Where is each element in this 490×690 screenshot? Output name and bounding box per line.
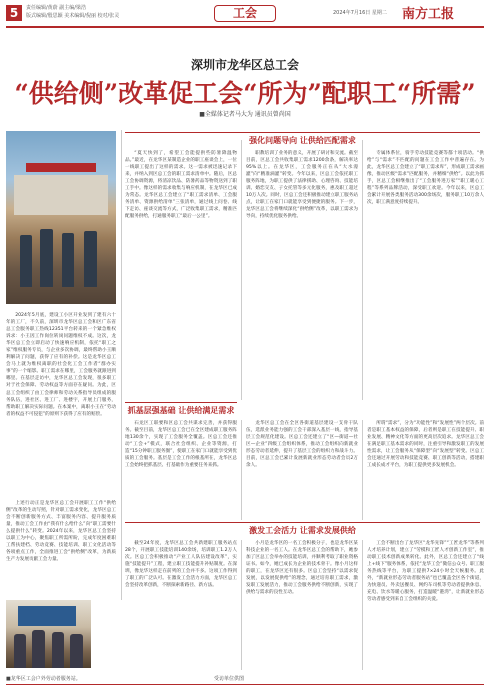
column-7-text <box>367 420 484 520</box>
photo-person <box>32 630 45 668</box>
paragraph: 职教培训了业务的意义，开展了研讨和交流。截至目前，区总工会共收集职工需求1200余条，解决率达95%以上。在龙华区，工会服务正在从“大水漫灌”向“精准滴灌”转变。今年以来，区总工会依托职工服务阵地，为职工提供了法律援助、心理咨询、技能培训、婚恋交友、子女托管等多元化服务，惠及职工超过10万人次。同时，区总工会还积极推动建立职工服务站点，让职工在家门口就能享受到便捷的服务。下一步，龙华区总工会将继续深化“供给侧”改革，以职工需求为导向，持续优化服务供给。 <box>246 151 358 220</box>
paragraph: 龙华区总工会在全区各街道基层建设一支骨干队伍，选派业务能力强的工会干部深入基层一线，指导基层工会规范化建设。区总工会还建立了“区—街道—社区—企业”四级工会组织体系，推动工会组织向新就业形态劳动者延伸，提升了基层工会的组织力和战斗力。目前，区总工会已累计发展新就业形态劳动者会员2万余人。 <box>246 421 358 469</box>
section-title: 工会 <box>214 5 276 22</box>
column-divider <box>362 420 363 520</box>
photo-screen <box>18 606 76 626</box>
article-headline: “供给侧”改革促工会“所为”配职工“所需” <box>14 79 476 108</box>
paragraph: 2024年5月底，建设工小区开业发到了建有六十年的工厂，不久前，深圳市龙华区总工会和区广东省总工会服务职工热线12351平台转来的一个紧急维权诉求：小王因工作岗位转岗问题维权不成。这次，龙华区总工会立即启动了快速响应机制，依托“职工之家”维权服务专员，与企业多次协调，最终帮助小王顺利解决了问题，获得了应有的补偿。这是龙华区总工会马上就为维权离职的社会化工会工作者“群办实事”的一个缩影。职工需求在哪里，工会服务就跟进到哪里。在基层走访中，龙华区总工会发现，很多职工对于社会保障、劳动权益等方面存在疑问。为此，区总工会组织了由工会律师和劳动关系指导员组成的服务队伍，进社区、进工厂、进楼宇，开展上门服务，帮助职工解决实际问题。在本案中，离职小王在“劳动者的权益不可侵犯”的原则下获得了应有的赔偿。 <box>6 313 116 417</box>
page-header <box>0 0 490 27</box>
photo-person <box>70 634 83 668</box>
article-kicker: 深圳市龙华区总工会 <box>190 58 299 72</box>
column-10-text <box>367 540 484 670</box>
subhead-3: 激发工会活力 让需求发展供给 <box>249 526 356 535</box>
subhead-2: 抓基层强基础 让供给满足需求 <box>127 406 235 415</box>
column-divider <box>362 140 363 400</box>
article-byline: ■全媒体记者马大为 通讯员曾尚国 <box>199 111 291 118</box>
photo-person <box>40 229 53 287</box>
photo-person <box>84 231 97 287</box>
column-divider <box>241 540 242 670</box>
subhead-rule <box>125 522 480 523</box>
column-8-text <box>125 540 237 670</box>
header-rule <box>6 26 484 28</box>
column-9-text <box>246 540 358 670</box>
photo-sign <box>26 163 96 172</box>
subhead-rule <box>125 402 237 403</box>
column-2-text <box>125 150 237 400</box>
column-5-text <box>125 420 237 520</box>
column-divider <box>241 420 242 520</box>
page-number: 5 <box>6 5 22 21</box>
column-divider <box>121 130 122 600</box>
paragraph: 截至24年度，龙华区总工会共新建职工服务站点28个，开展职工技能培训140余场，培训职工1.2万人次。区总工会积极推动“产业工人队伍建设改革”，实施“技能提升”工程，建立职工技能提升补贴制度。在深圳，像龙华这样走在前列的工会并不多。这项工作得到了职工的广泛认可。在激发工会活力方面，龙华区总工会坚持改革创新，不断探索新路径、新方法。 <box>125 541 237 589</box>
lead-photo <box>6 131 116 304</box>
column-1b-text <box>6 500 116 598</box>
column-1-text <box>6 312 116 498</box>
photo-caption: ■龙华区工会户外劳动者服务站。 <box>6 676 81 682</box>
paragraph: 专属体系位，骑手劳动技能竞赛等都十项活动。“供给”与“需求”不匹配的问题在工会工作中普遍存在。为此，龙华区总工会建立了“职工需求库”，形成职工需求画像，推动区级“需求”匹配服务，并精细“供给”。以此为抓手，区总工会相继推出了“工会服务进万家”“职工暖心工程”等系列品牌活动，深受职工欢迎。今年以来，区总工会累计开展各类服务活动300余场次，服务职工10万余人次，职工满意度持续提升。 <box>367 151 484 206</box>
photo-person <box>62 233 74 287</box>
issue-date: 2024年7月16日 星期二 <box>333 10 387 16</box>
editor-line-1: 责任编辑/黄蔚 副主编/梁浩 <box>26 5 86 11</box>
photo-person <box>20 235 32 287</box>
secondary-photo <box>6 600 91 668</box>
column-divider <box>241 140 242 400</box>
paragraph: “夏天快到了，希望工会能提供些防暑降温物品。”最近，在龙华区某制造企业的职工座谈会上，一位一线职工提出了这样的需求。这一需求被迅速记录下来，并纳入到区总工会的职工需求清单中。随后，区总工会协调资源，将清凉饮品、防暑药品等物资送到了职工手中。像这样的需求收集与响应机制，在龙华区已成为常态。龙华区总工会建立了“职工需求清单、工会服务清单、资源供给清单”三张清单，通过线上问卷、线下走访、座谈交流等方式，广泛收集职工需求，精准匹配服务供给，打通服务职工“最后一公里”。 <box>125 151 237 220</box>
column-4-text <box>367 150 484 400</box>
subhead-rule <box>125 132 480 133</box>
column-divider <box>362 540 363 670</box>
footer-rule <box>6 684 484 685</box>
paragraph: 所谓“需求”，分为“功能性”和“发展性”两个层次。前者是职工基本权益的保障，后者则是职工在技能提升、职业发展、精神文化等方面的更高层次追求。龙华区总工会在满足职工基本需求的同时，注重引导和激发职工的发展性需求，让工会服务从“保障型”向“发展型”转变。区总工会还通过开展劳动和技能竞赛、职工创新等活动，搭建职工成长成才平台，为职工提供更多发展机会。 <box>367 421 484 469</box>
column-3-text <box>246 150 358 400</box>
photo-person <box>52 632 64 668</box>
column-6-text <box>246 420 358 520</box>
newspaper-brand: 南方工报 <box>402 7 455 22</box>
editor-credits <box>26 4 119 20</box>
paragraph: 小月是龙华区的一名工会积极分子，也是龙华区某科技企业的一名工人。在龙华区总工会的帮助下，她参加了区总工会举办的技能培训，并顺利考取了职业资格证书。如今，她已成长为企业的技术骨干。像小月这样的职工，在龙华区还有很多。区总工会坚持“以需求促发展，以发展促供给”的理念，通过培育职工需求，激发职工发展活力，推动工会服务供给不断创新，实现了供给与需求的良性互动。 <box>246 541 358 596</box>
paragraph: 工会不断出台了龙华区“龙华先锋”“工匠龙华”等系列人才培养计划，建立了“劳模和工匠人才创新工作室”，推动职工技术创新成果转化。此外，区总工会还建立了“线上+线下”服务体系，依托“龙华工会”微信公众号、职工服务热线等平台，为职工提供7×24小时全天候服务。此外，“新就业形态劳动者服务站”也已覆盖全区各个街道，为快递员、外卖送餐员、网约车司机等劳动者提供休息、充电、饮水等暖心服务，打造温暖“港湾”，让新就业形态劳动者感受到来自工会组织的关爱。 <box>367 541 484 603</box>
paragraph: 石龙区工联要和区总工会共谋求完善，并获得服务。截至目前，龙华区总工会已在全区建成职工服务阵地130余个，实现了工会服务全覆盖。区总工会还推动“工会+”模式，联合社会组织、企业等资源，打造“15分钟职工服务圈”，使职工在家门口就能享受到优质的工会服务。基层是工会工作的根基所在，龙华区总工会始终把抓基层、打基础作为重要任务来抓。 <box>125 421 237 469</box>
editor-line-2: 版式编辑/殷思颖 美术编辑/倪丽 校对/张灵 <box>26 13 120 19</box>
photo-credit: 受访单位供图 <box>214 676 245 682</box>
photo-building <box>14 175 108 215</box>
subhead-1: 强化问题导向 让供给匹配需求 <box>249 136 356 145</box>
photo-person <box>14 634 26 668</box>
paragraph: 上述行动正是龙华区总工会开展职工工作“供给侧”改革的生动写照，针对职工需求变化，龙华区总工会不断创新服务方式、丰富服务内容、提升服务质量，推动工会工作由“我有什么给什么”向“职工需要什么提供什么”转变。2024年以来，龙华区总工会坚持以职工为中心，聚焦职工所需所盼，完成年度困难职工帮扶建档、劳动竞赛、技能培训、职工文化活动等各项重点工作，全面推进工会“供给侧”改革，为新质生产力发展贡献工会力量。 <box>6 501 116 563</box>
